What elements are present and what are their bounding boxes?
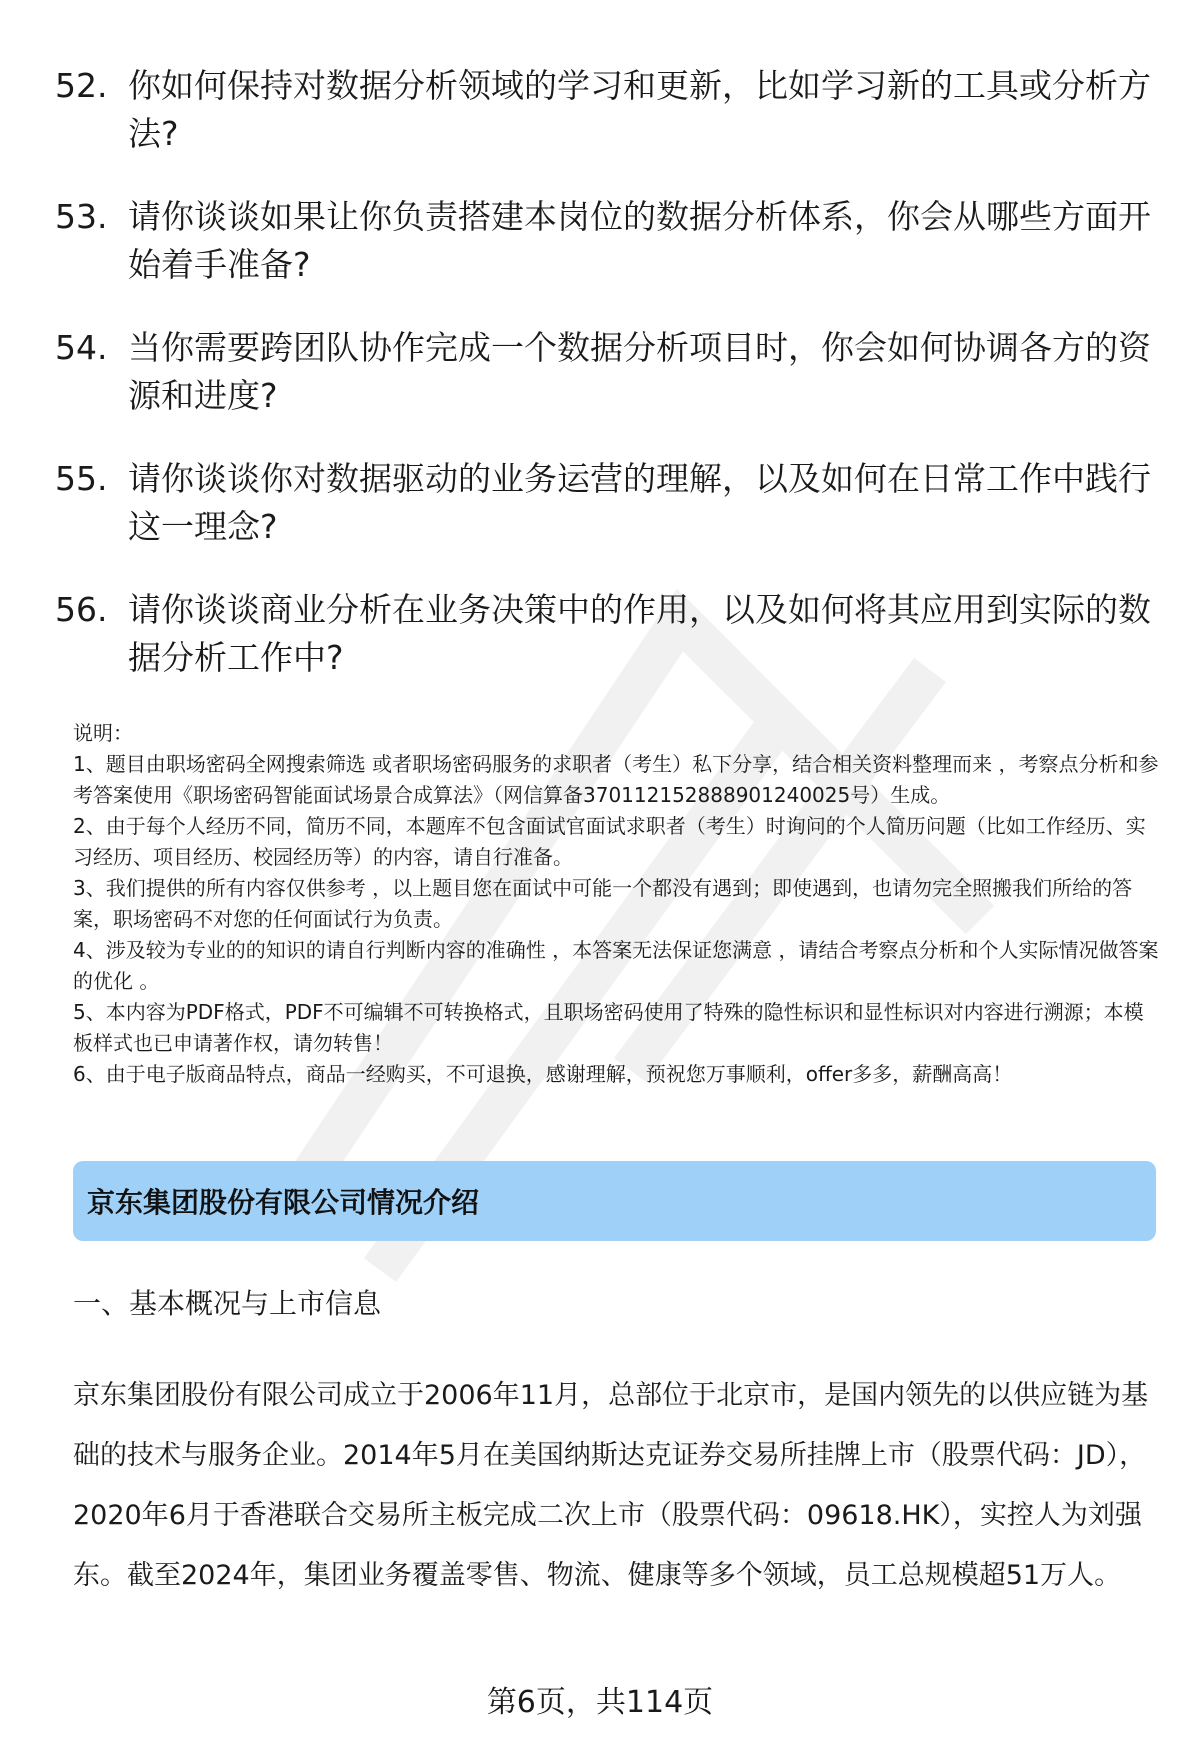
- body-paragraph: 京东集团股份有限公司成立于2006年11月，总部位于北京市，是国内领先的以供应链为基础的技术与服务企业。2014年5月在美国纳斯达克证券交易所挂牌上市（股票代码：JD），2020年6月于香港联合交易所主板完成二次上市（股票代码：09618.HK），实控人为刘强东。截至2024年，集团业务覆盖零售、物流、健康等多个领域，员工总规模超51万人。: [73, 1380, 1149, 1591]
- question-53: [55, 193, 1155, 289]
- page-number: 第6页，共114页: [486, 1685, 714, 1720]
- question-text: 请你谈谈商业分析在业务决策中的作用，以及如何将其应用到实际的数据分析工作中?: [128, 590, 1151, 677]
- question-text: 请你谈谈你对数据驱动的业务运营的理解，以及如何在日常工作中践行这一理念?: [128, 459, 1151, 546]
- subheading: 一、基本概况与上市信息: [73, 1287, 382, 1320]
- notes-title: 说明：: [73, 721, 133, 745]
- question-number: 55.: [55, 459, 108, 498]
- section-heading: [73, 1161, 1156, 1241]
- note-item: 3、我们提供的所有内容仅供参考 ，以上题目您在面试中可能一个都没有遇到；即使遇到，也请勿完全照搬我们所给的答案，职场密码不对您的任何面试行为负责。: [73, 876, 1133, 931]
- question-56: [55, 586, 1155, 682]
- section-heading-text: 京东集团股份有限公司情况介绍: [87, 1186, 480, 1219]
- question-number: 54.: [55, 328, 108, 367]
- note-item: 5、本内容为PDF格式，PDF不可编辑不可转换格式，且职场密码使用了特殊的隐性标识和显性标识对内容进行溯源；本模板样式也已申请著作权，请勿转售！: [73, 1000, 1144, 1055]
- note-item: 4、涉及较为专业的的知识的请自行判断内容的准确性 ，本答案无法保证您满意 ，请结合考察点分析和个人实际情况做答案的优化 。: [73, 938, 1159, 993]
- question-text: 请你谈谈如果让你负责搭建本岗位的数据分析体系，你会从哪些方面开始着手准备?: [128, 197, 1151, 284]
- question-number: 53.: [55, 197, 108, 236]
- note-item: 6、由于电子版商品特点，商品一经购买，不可退换，感谢理解，预祝您万事顺利，offer多多，薪酬高高！: [73, 1062, 1013, 1086]
- question-number: 56.: [55, 590, 108, 629]
- question-text: 你如何保持对数据分析领域的学习和更新，比如学习新的工具或分析方法?: [128, 66, 1151, 153]
- question-55: [55, 455, 1155, 551]
- note-item: 2、由于每个人经历不同，简历不同，本题库不包含面试官面试求职者（考生）时询问的个人简历问题（比如工作经历、实习经历、项目经历、校园经历等）的内容，请自行准备。: [73, 814, 1146, 869]
- note-item: 1、题目由职场密码全网搜索筛选 或者职场密码服务的求职者（考生）私下分享，结合相关资料整理而来 ，考察点分析和参考答案使用《职场密码智能面试场景合成算法》（网信算备370112152888901240025号）生成。: [73, 752, 1159, 807]
- notes: [73, 718, 1163, 1090]
- question-text: 当你需要跨团队协作完成一个数据分析项目时，你会如何协调各方的资源和进度?: [128, 328, 1151, 415]
- question-number: 52.: [55, 66, 108, 105]
- question-52: [55, 62, 1155, 158]
- question-54: [55, 324, 1155, 420]
